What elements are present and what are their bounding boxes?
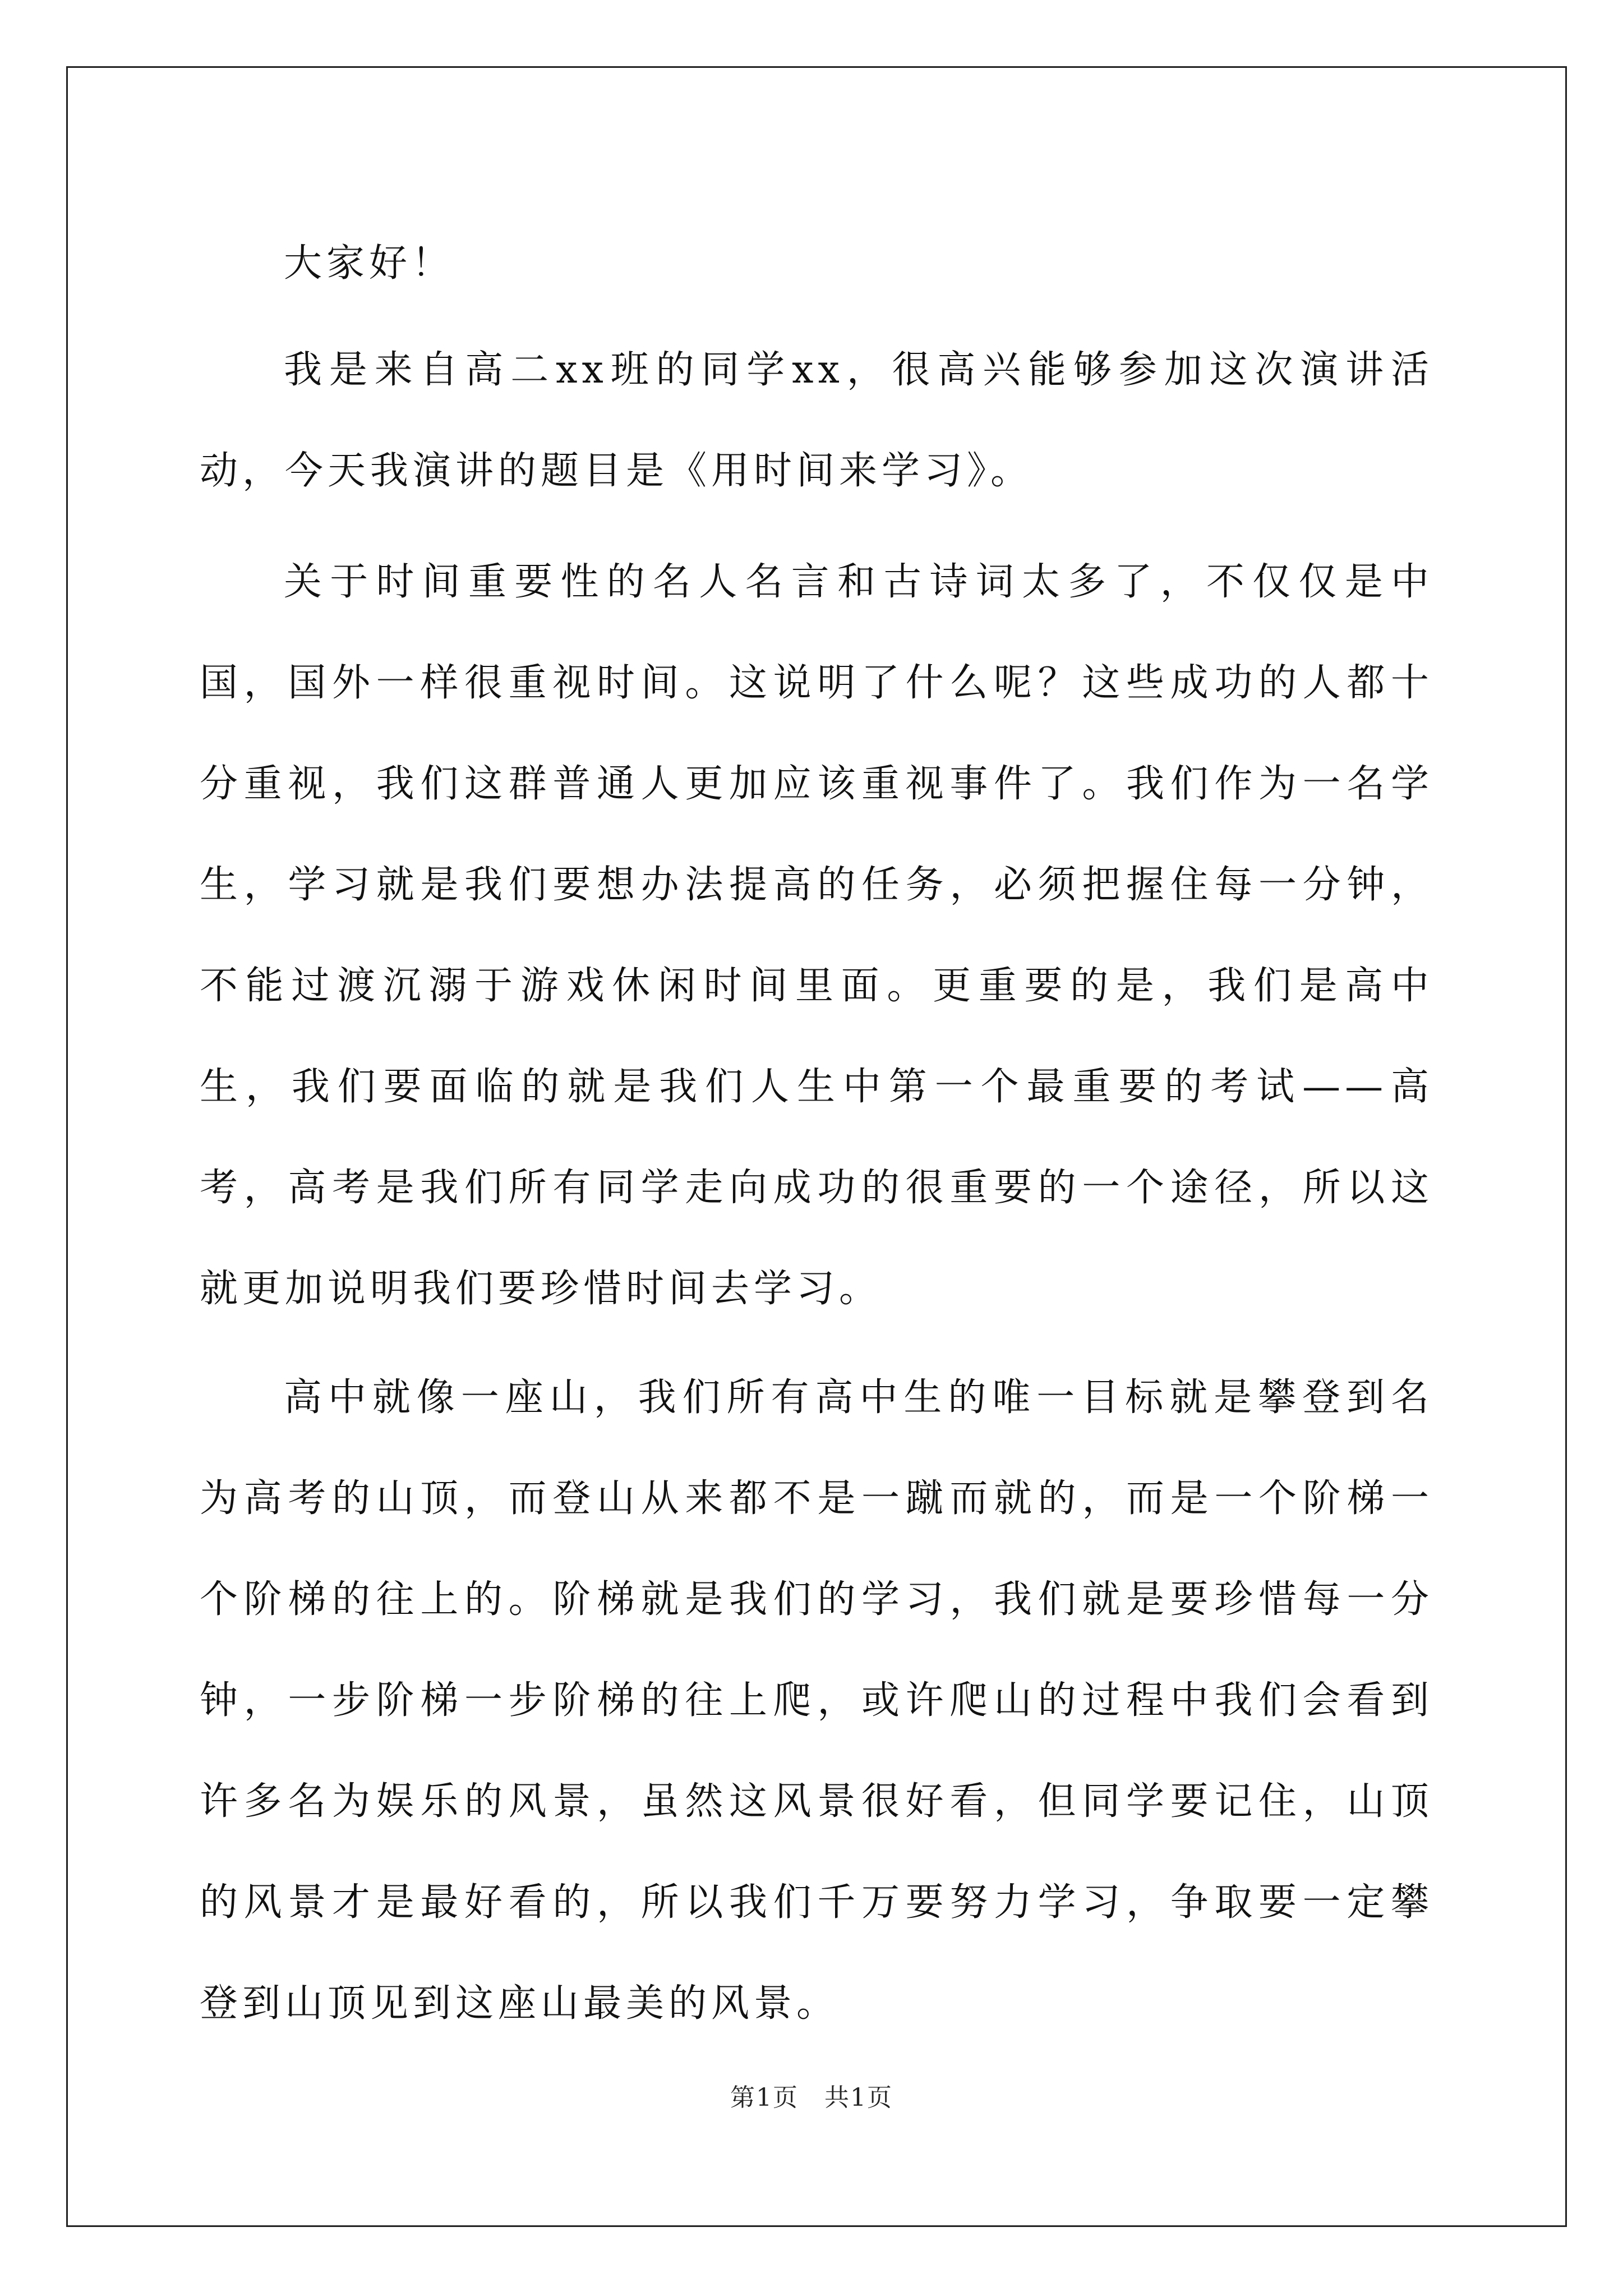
document-body bbox=[200, 213, 1433, 2054]
page-number-footer: 第1页 共1页 bbox=[730, 2083, 893, 2112]
mountain-metaphor-paragraph: 高中就像一座山，我们所有高中生的唯一目标就是攀登到名为高考的山顶，而登山从来都不是一蹴而就的，而是一个阶梯一个阶梯的往上的。阶梯就是我们的学习，我们就是要珍惜每一分钟，一步阶梯一步阶梯的往上爬，或许爬山的过程中我们会看到许多名为娱乐的风景，虽然这风景很好看，但同学要记住，山顶的风景才是最好看的，所以我们千万要努力学习，争取要一定攀登到山顶见到这座山最美的风景。 bbox=[200, 1375, 1433, 2026]
time-importance-paragraph: 关于时间重要性的名人名言和古诗词太多了，不仅仅是中国，国外一样很重视时间。这说明了什么呢？这些成功的人都十分重视，我们这群普通人更加应该重视事件了。我们作为一名学生，学习就是我们要想办法提高的任务，必须把握住每一分钟，不能过渡沉溺于游戏休闲时间里面。更重要的是，我们是高中生，我们要面临的就是我们人生中第一个最重要的考试——高考，高考是我们所有同学走向成功的很重要的一个途径，所以这就更加说明我们要珍惜时间去学习。 bbox=[200, 560, 1433, 1311]
greeting-paragraph: 大家好！ bbox=[284, 241, 455, 286]
intro-paragraph: 我是来自高二xx班的同学xx，很高兴能够参加这次演讲活动，今天我演讲的题目是《用时间来学习》。 bbox=[200, 348, 1433, 493]
